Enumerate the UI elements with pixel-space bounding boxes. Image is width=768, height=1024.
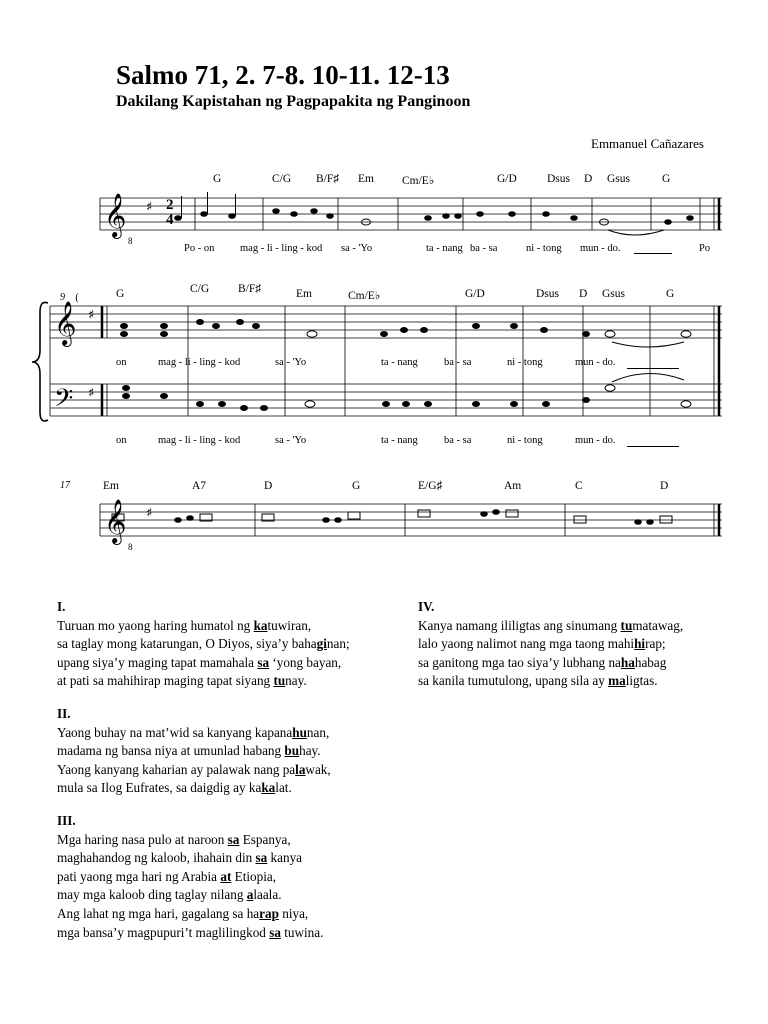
chord-symbol: B/F♯ xyxy=(316,173,340,185)
stanza-number: IV. xyxy=(418,599,435,614)
chord-symbol: Gsus xyxy=(602,288,626,300)
measure-number: 9 xyxy=(60,292,65,303)
lyric-syllable: ba - sa xyxy=(444,435,472,446)
lyric-syllable: mun - do. xyxy=(580,243,621,254)
stanza-1 xyxy=(57,598,350,691)
page-subtitle: Dakilang Kapistahan ng Pagpapakita ng Panginoon xyxy=(116,93,471,110)
chord-symbol: D xyxy=(584,173,593,185)
stanza-line: mula sa Ilog Eufrates, sa daigdig ay kakalat. xyxy=(57,780,292,796)
svg-text:♯: ♯ xyxy=(146,200,153,215)
measure-number: 17 xyxy=(60,480,70,491)
extender-line xyxy=(634,253,672,254)
bass-clef-icon: 𝄢 xyxy=(54,384,74,419)
stanza-line: Turuan mo yaong haring humatol ng katuwiran, xyxy=(57,617,312,633)
stanza-4 xyxy=(418,598,683,691)
chord-symbol: G xyxy=(213,173,222,185)
lyric-syllable: ni - tong xyxy=(507,435,543,446)
chord-symbol: Am xyxy=(504,480,522,492)
stanza-line: lalo yaong nalimot nang mga taong mahihirap; xyxy=(418,636,666,652)
chord-symbol: B/F♯ xyxy=(238,283,262,295)
stanza-line: sa ganitong mga tao siya’y lubhang nahahabag xyxy=(418,654,667,670)
stanza-line: Ang lahat ng mga hari, gagalang sa harap niya, xyxy=(57,905,309,921)
notes-system-1 xyxy=(174,192,694,235)
chord-symbol: D xyxy=(660,480,669,492)
stanza-line: sa taglay mong katarungan, O Diyos, siya’y bahaginan; xyxy=(57,636,350,652)
lyric-syllable: Po - on xyxy=(184,243,215,254)
chord-symbol: Gsus xyxy=(607,173,631,185)
chord-symbol: G xyxy=(666,288,675,300)
chord-symbol: Cm/E♭ xyxy=(402,175,435,187)
stanza-number: I. xyxy=(57,599,66,614)
chord-symbol: Dsus xyxy=(536,288,560,300)
time-signature-bottom: 4 xyxy=(166,212,174,228)
page-title: Salmo 71, 2. 7-8. 10-11. 12-13 xyxy=(116,60,450,90)
lyric-syllable: sa - 'Yo xyxy=(341,243,373,254)
chord-symbol: D xyxy=(579,288,588,300)
chord-symbol: D xyxy=(264,480,273,492)
stanza-line: madama ng bansa niya at umunlad habang buhay. xyxy=(57,743,321,759)
svg-text:(: ( xyxy=(75,293,79,304)
lyric-syllable: ta - nang xyxy=(381,435,418,446)
stanza-column-left xyxy=(57,598,350,956)
composer-name: Emmanuel Cañazares xyxy=(591,136,704,151)
lyric-syllable: ni - tong xyxy=(507,357,543,368)
chord-symbol: C/G xyxy=(272,173,292,185)
treble-clef-icon: 𝄞 xyxy=(104,499,127,543)
chord-symbol: C xyxy=(575,480,583,492)
treble-clef-icon: 𝄞 xyxy=(54,301,77,345)
lyric-syllable: mag - li - ling - kod xyxy=(158,357,241,368)
chord-symbol: Em xyxy=(296,288,312,300)
chord-symbol: Cm/E♭ xyxy=(348,290,381,302)
stanza-line: pati yaong mga hari ng Arabia at Etiopia, xyxy=(57,868,277,884)
lyric-syllable: ba - sa xyxy=(444,357,472,368)
lyric-syllable: ba - sa xyxy=(470,243,498,254)
chord-symbol: A7 xyxy=(192,480,207,492)
chord-symbol: G xyxy=(116,288,125,300)
stanza-line: may mga kaloob ding taglay nilang alaala. xyxy=(57,887,282,903)
lyric-syllable: on xyxy=(116,435,127,446)
chord-symbol: E/G♯ xyxy=(418,480,443,492)
stanza-line: Kanya namang ililigtas ang sinumang tumatawag, xyxy=(418,617,684,633)
lyric-syllable: sa - 'Yo xyxy=(275,435,307,446)
stanza-line: maghahandog ng kaloob, ihahain din sa kanya xyxy=(57,850,303,866)
lyric-syllable: mun - do. xyxy=(575,435,616,446)
chord-symbol: G/D xyxy=(465,288,485,300)
stanza-number: II. xyxy=(57,705,71,721)
lyric-syllable: on xyxy=(116,357,127,368)
extender-line xyxy=(627,368,679,369)
staff-system-2-bass xyxy=(50,384,722,416)
svg-text:♯: ♯ xyxy=(88,308,95,323)
stanza-line: Yaong kanyang kaharian ay palawak nang palawak, xyxy=(57,761,331,777)
stanza-3 xyxy=(57,812,350,942)
stanza-line: Yaong buhay na mat’wid sa kanyang kapanahunan, xyxy=(57,724,330,740)
staff-system-3 xyxy=(100,504,722,536)
stanza-line: at pati sa mahihirap maging tapat siyang tunay. xyxy=(57,673,307,689)
svg-text:♯: ♯ xyxy=(146,506,153,521)
clef-octave-marker: 8 xyxy=(128,236,133,246)
chord-symbol: G xyxy=(662,173,671,185)
lyric-syllable: mag - li - ling - kod xyxy=(240,243,323,254)
stanza-column-right xyxy=(418,598,683,705)
treble-clef-icon: 𝄞 xyxy=(104,193,127,237)
staff-system-1 xyxy=(100,198,722,230)
lyric-syllable: ni - tong xyxy=(526,243,562,254)
chord-symbol: G/D xyxy=(497,173,517,185)
chord-symbol: Em xyxy=(103,480,119,492)
stanza-line: Mga haring nasa pulo at naroon sa Espanya, xyxy=(57,831,291,847)
lyric-syllable: Po xyxy=(699,243,711,254)
notes-system-3 xyxy=(112,509,672,525)
stanza-line: upang siya’y maging tapat mamahala sa ‘yong bayan, xyxy=(57,654,342,670)
chord-symbol: C/G xyxy=(190,283,210,295)
chord-symbol: Em xyxy=(358,173,374,185)
stanza-number: III. xyxy=(57,812,76,828)
chord-symbol: G xyxy=(352,480,361,492)
lyric-syllable: mun - do. xyxy=(575,357,616,368)
stanza-line: mga bansa’y magpupuri’t maglilingkod sa tuwina. xyxy=(57,924,324,940)
extender-line xyxy=(627,446,679,447)
time-signature-top: 2 xyxy=(166,197,174,213)
stanza-line: sa kanila tumutulong, upang sila ay maligtas. xyxy=(418,673,658,689)
lyric-syllable: sa - 'Yo xyxy=(275,357,307,368)
svg-text:♯: ♯ xyxy=(88,386,95,401)
stanza-2 xyxy=(57,705,350,798)
lyric-syllable: mag - li - ling - kod xyxy=(158,435,241,446)
lyric-syllable: ta - nang xyxy=(426,243,463,254)
clef-octave-marker: 8 xyxy=(128,542,133,552)
lyric-syllable: ta - nang xyxy=(381,357,418,368)
chord-symbol: Dsus xyxy=(547,173,571,185)
